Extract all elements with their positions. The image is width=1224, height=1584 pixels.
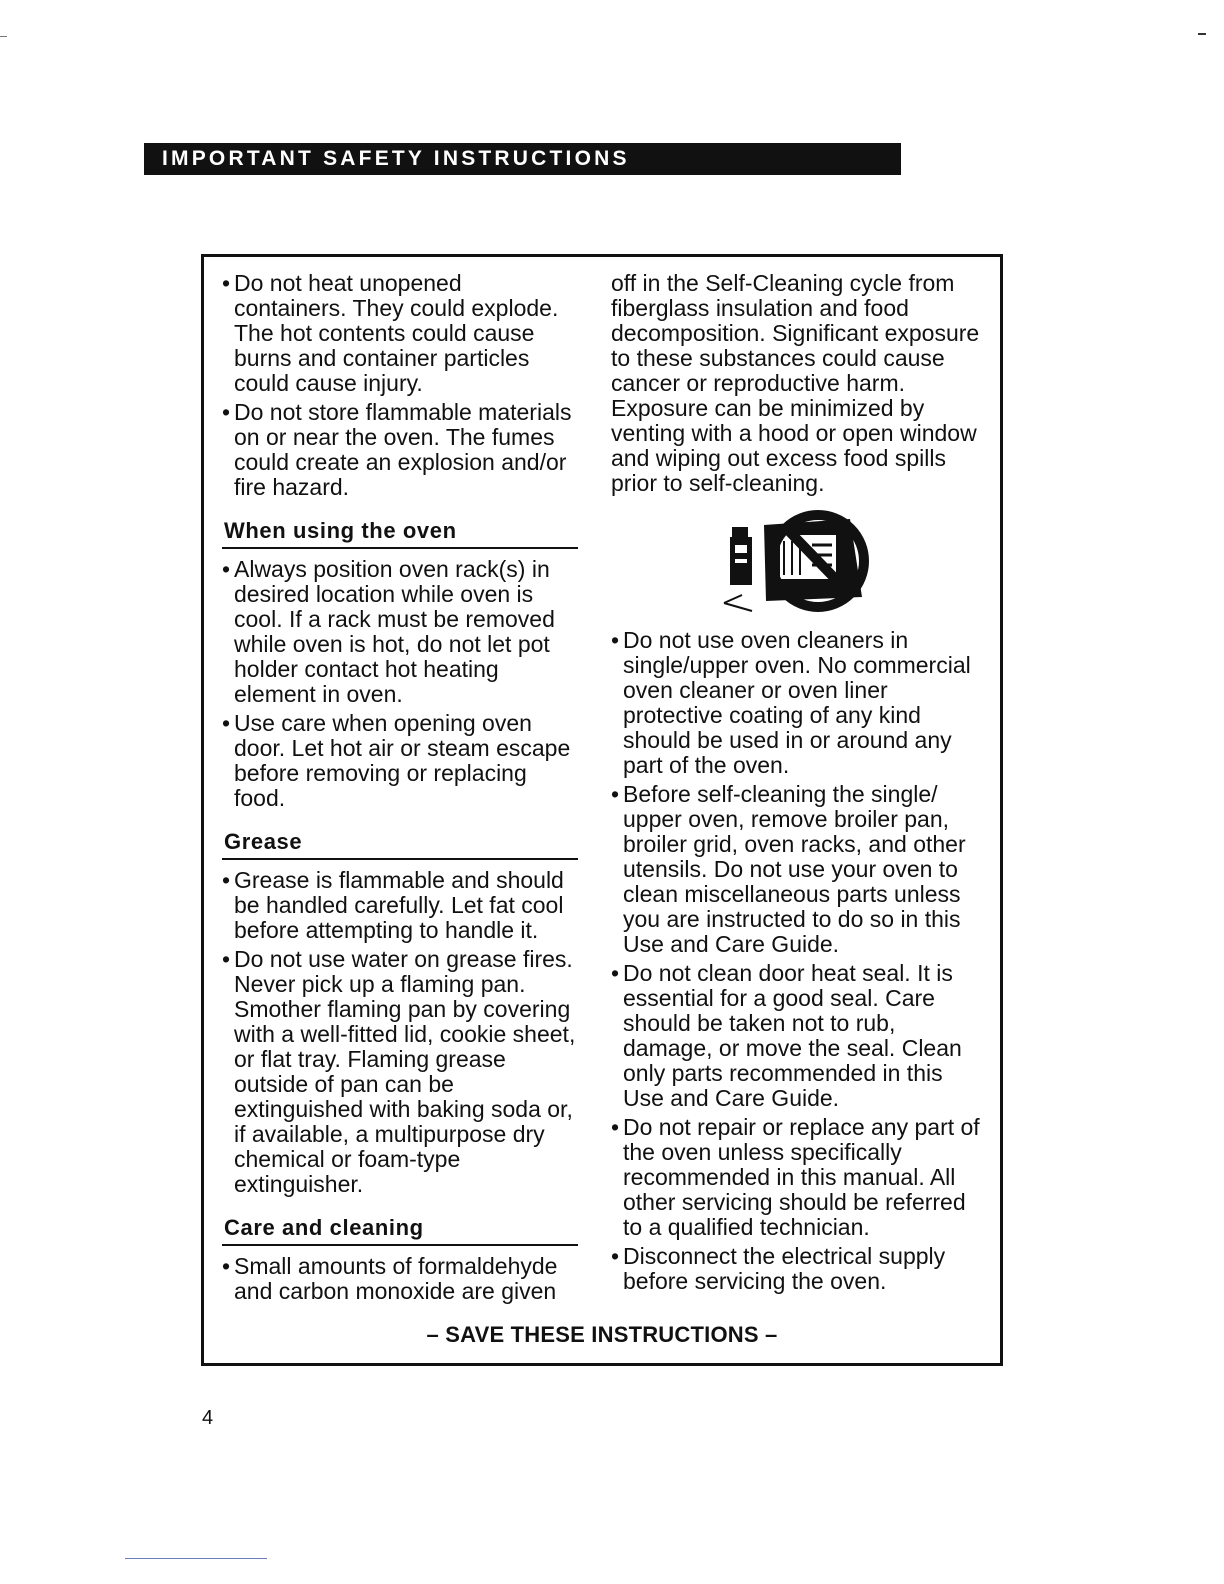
page-number: 4 — [202, 1407, 214, 1429]
section-heading-grease: Grease — [222, 829, 578, 860]
list-item — [222, 557, 578, 707]
list-item — [222, 400, 578, 500]
bullet-glyph: • — [611, 1243, 620, 1269]
list-item — [611, 782, 983, 957]
continuation-paragraph: off in the Self-Cleaning cycle from fiberglass insulation and food decomposition. Significant exposure to these substances could cause cancer or reproductive harm. Exposure can be minimized by venting with a hood or open window and wiping out excess food spills prior to self-cleaning. — [611, 270, 980, 496]
bullet-glyph: • — [611, 627, 620, 653]
bullet-text: Do not clean door heat seal. It is essential for a good seal. Care should be taken not to rub, damage, or move the seal. Clean only parts recommended in this Use and Care Guide. — [623, 960, 962, 1111]
section-heading-care-cleaning: Care and cleaning — [222, 1215, 578, 1246]
bullet-glyph: • — [222, 556, 231, 582]
list-item — [222, 271, 578, 396]
bullet-text: Do not use oven cleaners in single/upper oven. No commercial oven cleaner or oven liner protective coating of any kind should be used in or around any part of the oven. — [623, 627, 971, 778]
bullet-text: Do not repair or replace any part of the oven unless specifically recommended in this manual. All other servicing should be referred to a qualified technician. — [623, 1114, 980, 1240]
bullet-glyph: • — [611, 1114, 620, 1140]
bullet-glyph: • — [222, 270, 231, 296]
bullet-glyph: • — [222, 946, 231, 972]
bullet-text: Always position oven rack(s) in desired location while oven is cool. If a rack must be removed while oven is hot, do not let pot holder contact hot heating element in oven. — [234, 556, 555, 707]
bullet-text: Small amounts of formaldehyde and carbon monoxide are given — [234, 1253, 558, 1304]
bullet-text: Do not heat unopened containers. They could explode. The hot contents could cause burns and container particles could cause injury. — [234, 270, 559, 396]
list-item — [222, 868, 578, 943]
bottom-rule — [125, 1558, 267, 1559]
scan-mark — [0, 36, 7, 37]
list-item — [222, 947, 578, 1197]
bullet-glyph: • — [222, 867, 231, 893]
right-column — [611, 271, 983, 1298]
bullet-text: Do not use water on grease fires. Never pick up a flaming pan. Smother flaming pan by covering with a well-fitted lid, cookie sheet, or flat tray. Flaming grease outside of pan can be extinguished with baking soda or, if available, a multipurpose dry chemical or foam-type extinguisher. — [234, 946, 576, 1197]
list-item — [222, 711, 578, 811]
scan-mark — [1198, 33, 1206, 35]
bullet-glyph: • — [222, 399, 231, 425]
page-header-title: IMPORTANT SAFETY INSTRUCTIONS — [144, 143, 901, 175]
no-oven-cleaner-icon — [722, 505, 872, 617]
bullet-glyph: • — [222, 710, 231, 736]
bullet-text: Before self-cleaning the single/ upper oven, remove broiler pan, broiler grid, oven racks, and other utensils. Do not use your oven to clean miscellaneous parts unless you are instructed to do so in this Use and Care Guide. — [623, 781, 966, 957]
bullet-glyph: • — [222, 1253, 231, 1279]
bullet-glyph: • — [611, 960, 620, 986]
icon-container — [611, 502, 983, 620]
bullet-text: Use care when opening oven door. Let hot air or steam escape before removing or replacing food. — [234, 710, 571, 811]
bullet-glyph: • — [611, 781, 620, 807]
list-item — [611, 1115, 983, 1240]
list-item — [222, 1254, 578, 1304]
list-item — [611, 961, 983, 1111]
save-instructions-line: – SAVE THESE INSTRUCTIONS – — [426, 1322, 778, 1347]
bullet-text: Disconnect the electrical supply before servicing the oven. — [623, 1243, 946, 1294]
bullet-text: Do not store flammable materials on or near the oven. The fumes could create an explosion and/or fire hazard. — [234, 399, 572, 500]
left-column — [222, 271, 578, 1308]
list-item — [611, 628, 983, 778]
bullet-text: Grease is flammable and should be handled carefully. Let fat cool before attempting to handle it. — [234, 867, 564, 943]
list-item — [611, 1244, 983, 1294]
section-heading-using-oven: When using the oven — [222, 518, 578, 549]
